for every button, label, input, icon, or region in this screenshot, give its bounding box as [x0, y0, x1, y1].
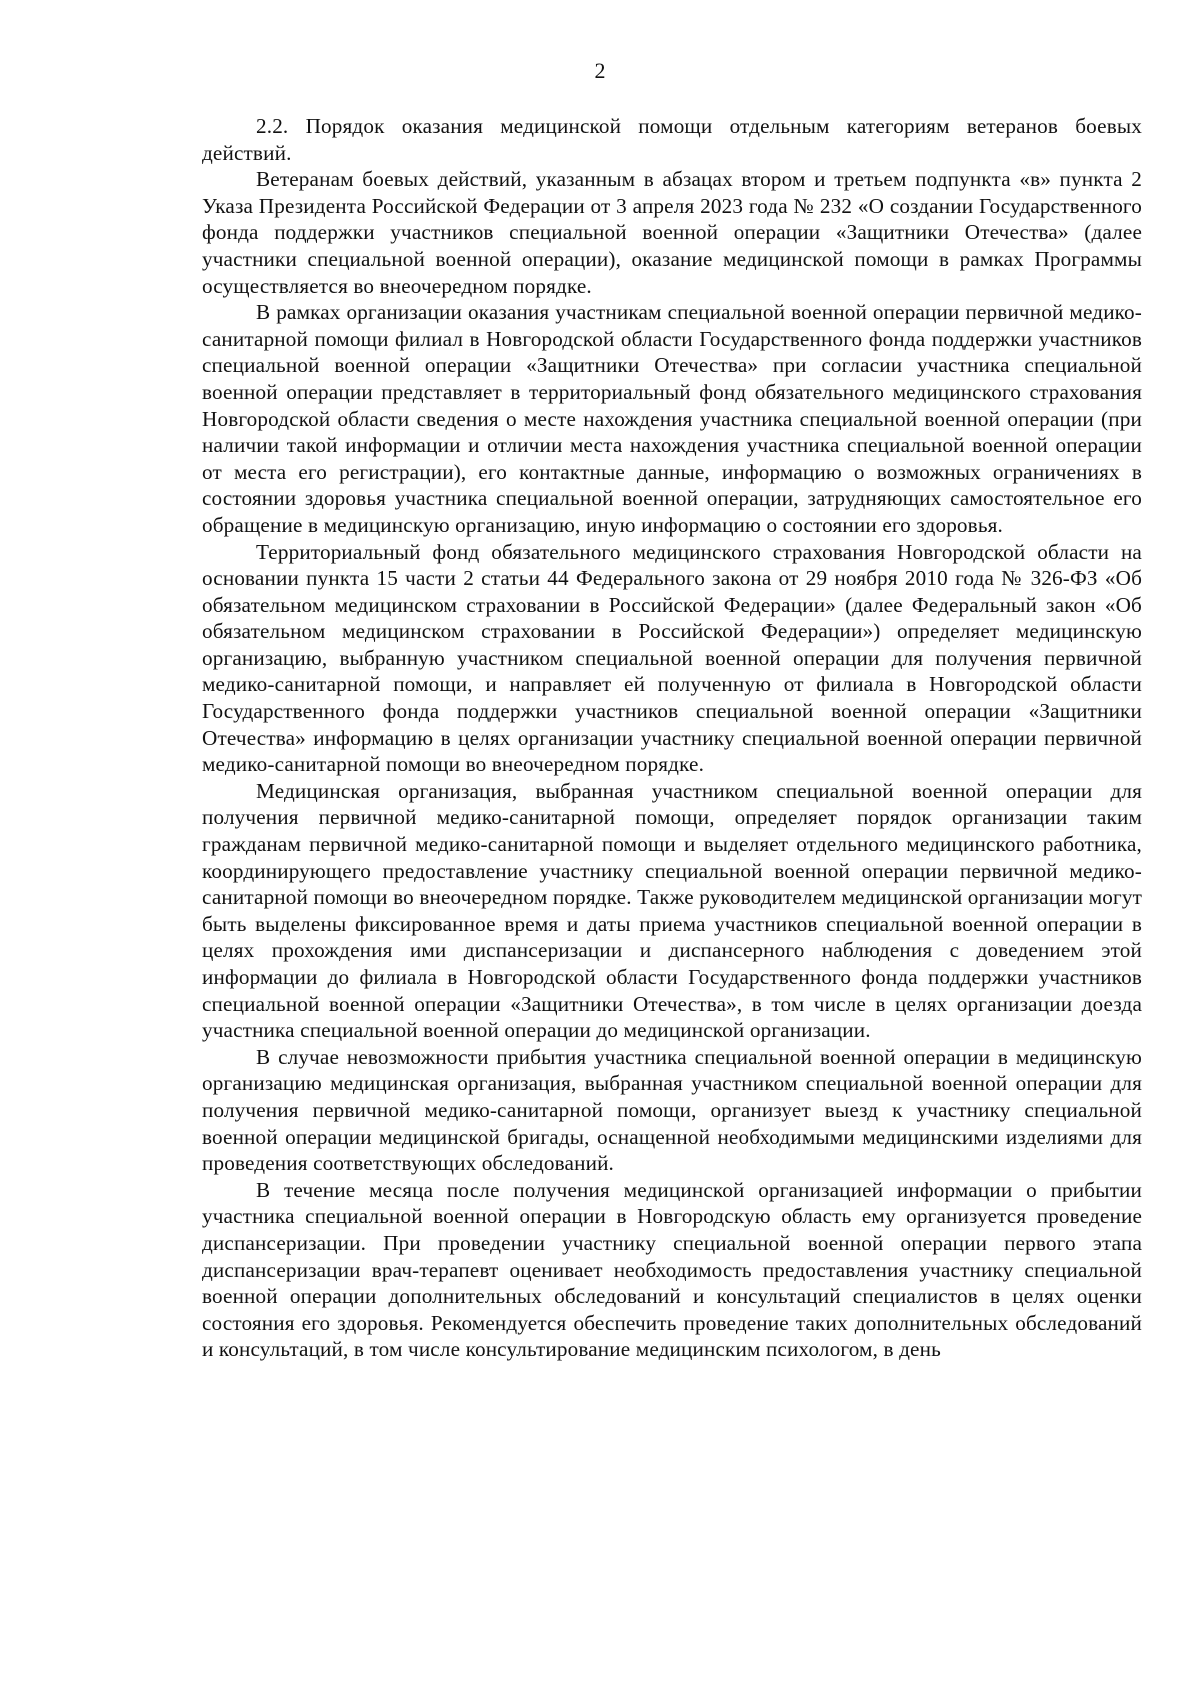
page-number: 2: [594, 58, 606, 83]
section-heading-paragraph: 2.2. Порядок оказания медицинской помощи отдельным категориям ветеранов боевых действий.: [202, 114, 1142, 165]
body-paragraph: Ветеранам боевых действий, указанным в абзацах втором и третьем подпункта «в» пункта 2 Указа Президента Российской Федерации от 3 апреля 2023 года № 232 «О создании Государственного фонда поддержки участников специальной военной операции «Защитники Отечества» (далее участники специальной военной операции), оказание медицинской помощи в рамках Программы осуществляется во внеочередном порядке.: [202, 167, 1142, 298]
body-paragraph: В рамках организации оказания участникам специальной военной операции первичной медико-санитарной помощи филиал в Новгородской области Государственного фонда поддержки участников специальной военной операции «Защитники Отечества» при согласии участника специальной военной операции представляет в территориальный фонд обязательного медицинского страхования Новгородской области сведения о месте нахождения участника специальной военной операции (при наличии такой информации и отличии места нахождения участника специальной военной операции от места его регистрации), его контактные данные, информацию о возможных ограничениях в состоянии здоровья участника специальной военной операции, затрудняющих самостоятельное его обращение в медицинскую организацию, иную информацию о состоянии его здоровья.: [202, 300, 1142, 537]
body-paragraph: Медицинская организация, выбранная участником специальной военной операции для получения первичной медико-санитарной помощи, определяет порядок организации таким гражданам первичной медико-санитарной помощи и выделяет отдельного медицинского работника, координирующего предоставление участнику специальной военной операции первичной медико-санитарной помощи во внеочередном порядке. Также руководителем медицинской организации могут быть выделены фиксированное время и даты приема участников специальной военной операции в целях прохождения ими диспансеризации и диспансерного наблюдения с доведением этой информации до филиала в Новгородской области Государственного фонда поддержки участников специальной военной операции «Защитники Отечества», в том числе в целях организации доезда участника специальной военной операции до медицинской организации.: [202, 778, 1142, 1043]
body-paragraph: Территориальный фонд обязательного медицинского страхования Новгородской области на основании пункта 15 части 2 статьи 44 Федерального закона от 29 ноября 2010 года № 326-ФЗ «Об обязательном медицинском страховании в Российской Федерации» (далее Федеральный закон «Об обязательном медицинском страховании в Российской Федерации») определяет медицинскую организацию, выбранную участником специальной военной операции для получения первичной медико-санитарной помощи, и направляет ей полученную от филиала в Новгородской области Государственного фонда поддержки участников специальной военной операции «Защитники Отечества» информацию в целях организации участнику специальной военной операции первичной медико-санитарной помощи во внеочередном порядке.: [202, 539, 1142, 777]
body-paragraph: В случае невозможности прибытия участника специальной военной операции в медицинскую организацию медицинская организация, выбранная участником специальной военной операции для получения первичной медико-санитарной помощи, организует выезд к участнику специальной военной операции медицинской бригады, оснащенной необходимыми медицинскими изделиями для проведения соответствующих обследований.: [202, 1044, 1142, 1176]
document-body: [202, 113, 1142, 1363]
body-paragraph: В течение месяца после получения медицинской организацией информации о прибытии участника специальной военной операции в Новгородскую область ему организуется проведение диспансеризации. При проведении участнику специальной военной операции первого этапа диспансеризации врач-терапевт оценивает необходимость предоставления участнику специальной военной операции дополнительных обследований и консультаций специалистов в целях оценки состояния его здоровья. Рекомендуется обеспечить проведение таких дополнительных обследований и консультаций, в том числе консультирование медицинским психологом, в день: [202, 1177, 1142, 1362]
